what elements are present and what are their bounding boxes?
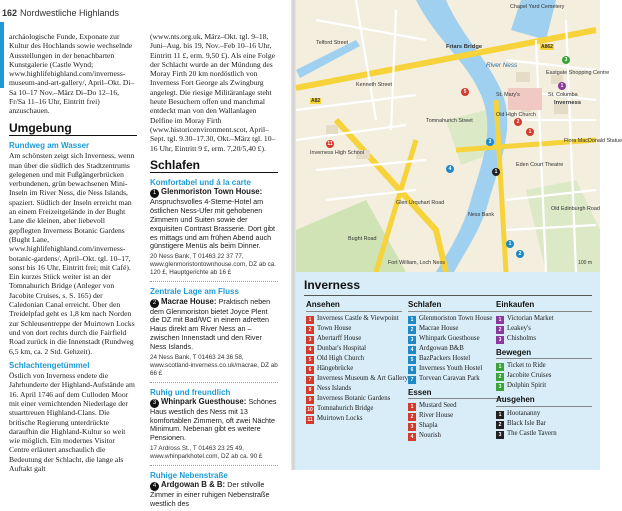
legend-item[interactable] [306, 324, 402, 334]
map-legend [296, 272, 600, 470]
divider [150, 465, 278, 466]
legend-heading-essen: Essen [408, 388, 504, 400]
divider [150, 281, 278, 282]
legend-item[interactable] [496, 314, 592, 324]
hotel-number-badge: 3 [150, 399, 159, 408]
legend-number-badge: 5 [306, 356, 314, 364]
map-label: River Ness [486, 62, 518, 69]
hotel-address: 17 Ardross St., T 01463 23 25 49, www.whinparkhotel.com, DZ ab ca. 90 £ [150, 445, 263, 460]
hotel-number-badge: 1 [150, 189, 159, 198]
hotel-heading: Ruhig und freundlich [150, 387, 231, 397]
legend-item-label: Nourish [419, 432, 441, 440]
legend-item-label: Town House [317, 324, 352, 332]
legend-number-badge: 2 [496, 421, 504, 429]
section-heading-schlafen: Schlafen [150, 161, 278, 173]
map-label: Old Edinburgh Road [551, 206, 600, 212]
map-marker-ansehen[interactable]: 2 [514, 118, 522, 126]
running-head [0, 8, 290, 22]
hotel-heading: Zentrale Lage am Fluss [150, 287, 239, 297]
map-label: Fort William, Loch Ness [388, 260, 445, 266]
map-label: Eastgate Shopping Centre [546, 70, 610, 76]
legend-item-label: Glenmoriston Town House [419, 314, 493, 322]
legend-heading-schlafen: Schlafen [408, 300, 504, 312]
legend-number-badge: 6 [306, 366, 314, 374]
legend-item[interactable] [408, 334, 504, 344]
hotel-description [150, 481, 278, 509]
map-marker-ansehen[interactable]: 1 [526, 128, 534, 136]
intro-paragraph: archäologische Funde, Exponate zur Kultur des Hochlands sowie wechselnde Ausstellungen in der benachbarten Kunstgalerie (Castle Wynd; www.highlifehighland.com/inverness-museum-and-art-gallery/, April–Okt. Di–Sa 10–17 Nov.–März Di–Do 12–16, Fr/Sa 11–16 Uhr, Eintritt frei) anzuschauen. [9, 32, 135, 116]
map-label: Flora MacDonald Statue [564, 138, 622, 144]
map-label: Chapel Yard Cemetery [510, 4, 565, 10]
legend-item-label: Ticket to Ride [507, 362, 546, 370]
legend-item[interactable] [408, 421, 504, 431]
legend-item[interactable] [496, 381, 592, 391]
legend-item[interactable] [306, 334, 402, 344]
legend-item[interactable] [408, 431, 504, 441]
legend-item[interactable] [408, 374, 504, 384]
hotel-text: Anspruchsvolles 4-Sterne-Hotel am östlichen Ness-Ufer mit gehobenen Zimmern und Suiten sowie der exquisiten Contrast Brasserie. Dort gibt es mittags und am frühen Abend auch günstigere Menüs als beim Dinner. [150, 197, 276, 251]
text-column-2 [150, 32, 278, 511]
map-label: Inverness High School [310, 150, 364, 156]
legend-item-label: Inverness Museum & Art Gallery [317, 374, 408, 382]
legend-item-label: River House [419, 412, 454, 420]
legend-number-badge: 7 [306, 376, 314, 384]
hotel-text: Der stilvolle Zimmer in einer ruhigen Nebenstraße westlich des [150, 480, 270, 509]
hotel-number-badge: 2 [150, 299, 159, 308]
legend-number-badge: 9 [306, 396, 314, 404]
legend-number-badge: 2 [408, 326, 416, 334]
legend-list-bewegen [496, 361, 592, 391]
hotel-list [150, 178, 278, 509]
legend-number-badge: 3 [496, 336, 504, 344]
legend-number-badge: 2 [306, 326, 314, 334]
map-label: Eden Court Theatre [516, 162, 564, 168]
legend-number-badge: 1 [408, 403, 416, 411]
legend-number-badge: 10 [307, 406, 313, 413]
legend-item[interactable] [408, 364, 504, 374]
legend-number-badge: 3 [408, 336, 416, 344]
divider [150, 382, 278, 383]
map-marker-ansehen[interactable]: 11 [327, 141, 333, 147]
legend-item-label: Black Isle Bar [507, 419, 546, 427]
legend-item[interactable] [496, 371, 592, 381]
map-label: Tomnahurich Street [426, 118, 473, 124]
city-map [296, 0, 622, 272]
legend-heading-einkaufen: Einkaufen [496, 300, 592, 312]
hotel-description [150, 298, 278, 352]
legend-item-label: Torvean Caravan Park [419, 374, 480, 382]
legend-item[interactable] [306, 364, 402, 374]
legend-number-badge: 3 [496, 383, 504, 391]
legend-list-schlafen [408, 314, 504, 384]
legend-item-label: Jacobite Cruises [507, 372, 552, 380]
legend-item-label: Chisholms [507, 334, 537, 342]
map-label: Inverness [554, 100, 582, 106]
legend-number-badge: 5 [408, 356, 416, 364]
map-marker-schlafen[interactable]: 4 [446, 165, 454, 173]
legend-number-badge: 4 [408, 433, 416, 441]
legend-list-einkaufen [496, 314, 592, 344]
hotel-description [150, 188, 278, 251]
legend-item[interactable] [408, 411, 504, 421]
legend-item-label: Hängebrücke [317, 364, 354, 372]
map-marker-schlafen[interactable]: 1 [506, 240, 514, 248]
legend-item[interactable] [496, 361, 592, 371]
map-label: St. Mary's [496, 92, 520, 98]
legend-number-badge: 11 [307, 416, 313, 423]
hotel-name: Whinpark Guesthouse: [161, 396, 249, 406]
legend-item-label: Abertarff House [317, 334, 362, 342]
legend-list-essen [408, 401, 504, 441]
legend-number-badge: 7 [408, 376, 416, 384]
legend-item[interactable] [306, 344, 402, 354]
legend-item-label: Tomnahurich Bridge [317, 404, 374, 412]
legend-item-label: Muirtown Locks [317, 414, 363, 422]
legend-title: Inverness [304, 278, 592, 296]
legend-heading-ausgehen: Ausgehen [496, 395, 592, 407]
hotel-name: Ardgowan B & B: [161, 480, 228, 490]
hotel-address: 20 Ness Bank, T 01463 22 37 77, www.glenmoristontownhouse.com, DZ ab ca. 120 £, Hauptgerichte ab 16 £ [150, 253, 276, 277]
legend-number-badge: 3 [496, 431, 504, 439]
legend-item-label: Victorian Market [507, 314, 554, 322]
legend-item[interactable] [408, 314, 504, 324]
legend-number-badge: 2 [496, 373, 504, 381]
hotel-entry [150, 287, 278, 382]
legend-number-badge: 1 [408, 316, 416, 324]
legend-column-1 [306, 300, 408, 424]
legend-number-badge: 2 [408, 413, 416, 421]
map-label: A82 [311, 98, 321, 104]
legend-item-label: Leakey's [507, 324, 531, 332]
map-label: Old High Church [496, 112, 536, 118]
legend-number-badge: 6 [408, 366, 416, 374]
map-label: St. Columba [548, 92, 578, 98]
legend-item-label: The Castle Tavern [507, 429, 557, 437]
hotel-number-badge: 4 [150, 482, 159, 491]
hotel-name: Macrae House: [161, 296, 219, 306]
legend-item[interactable] [408, 401, 504, 411]
legend-item-label: BazPackers Hostel [419, 354, 471, 362]
map-marker-shopping[interactable]: 1 [558, 82, 566, 90]
map-label: Telford Street [316, 40, 349, 46]
hotel-address: 24 Ness Bank, T 01463 24 36 58, www.scotland-inverness.co.uk/macrae, DZ ab 66 £ [150, 353, 278, 377]
hotel-entry [150, 178, 278, 282]
fort-george-paragraph: (www.nts.org.uk, März–Okt. tgl. 9–18, Juni–Aug. bis 19, Nov.–Feb 10–16 Uhr, Eintritt 11 £, erm. 9,50 £). Als eine Folge der Schlacht wurde an der Mündung des Moray Firth 20 km nordöstlich von Inverness Fort George als Zwingburg angelegt. Die riesige Militäranlage steht heute Besuchern offen und manchmal entdeckt man von den Wallanlagen Delfine im Moray Firth (www.historicenvironment.scot, April–Sept. tgl. 9.30–17.30, Okt.–März tgl. 10–16 Uhr, Eintritt 9 £, erm. 7,20/5,40 £). [150, 32, 276, 153]
hotel-heading: Ruhige Nebenstraße [150, 471, 228, 480]
legend-item-label: Ness Islands [317, 384, 352, 392]
legend-number-badge: 4 [408, 346, 416, 354]
hotel-heading: Komfortabel und á la carte [150, 178, 251, 188]
legend-item-label: Ardgowan B&B [419, 344, 464, 352]
legend-item[interactable] [306, 414, 402, 424]
legend-number-badge: 4 [306, 346, 314, 354]
page-number: 162 [2, 8, 18, 18]
legend-item[interactable] [408, 324, 504, 334]
rundweg-paragraph: Am schönsten zeigt sich Inverness, wenn man über die südlich des Stadtzentrums gelegenen und mit Fußgängerbrücken verbundenen, grün bewachsenen Mini-Inseln im River Ness, die Ness Islands, spaziert. Südlich der Inseln erreicht man an einem Freizeitgelände in der Bught Lane die kleinen, aber liebevoll gepflegten Inverness Botanic Gardens (Bught Lane, www.highlifehighland.com/inverness-botanic-gardens/, April–Okt. tgl. 10–17, sonst bis 16 Uhr, Eintritt frei; mit Café). Ein kurzes Stück weiter ist an der Tomnahurich Bridge (Anleger von Jacobite Cruises, s. S. 165) der Caledonian Canal erreicht. Über den Treidelpfad geht es 1,8 km nach Norden zur Schleusentreppe der Muirtown Locks und von dort rechts durch die Fairfield Road zurück in die Innenstadt (Rundweg 6,5 km, ca. 2 Std. Gehzeit). [9, 151, 135, 356]
map-label: A862 [541, 44, 553, 50]
legend-item[interactable] [496, 419, 592, 429]
legend-number-badge: 3 [306, 336, 314, 344]
legend-item[interactable] [306, 354, 402, 364]
legend-item-label: Hootananny [507, 409, 541, 417]
hotel-entry [150, 471, 278, 509]
legend-heading-ansehen: Ansehen [306, 300, 402, 312]
map-marker-ausgehen[interactable]: 1 [492, 168, 500, 176]
hotel-text: Schönes Haus westlich des Ness mit 13 komfortablen Zimmern, oft zwei Nächte Minimum. Nebenan gibt es weitere Pensionen. [150, 396, 277, 443]
legend-list-ausgehen [496, 409, 592, 439]
map-marker-schlafen[interactable]: 3 [486, 138, 494, 146]
legend-item[interactable] [496, 334, 592, 344]
legend-item-label: Mustard Seed [419, 402, 457, 410]
subheading-rundweg: Rundweg am Wasser [9, 140, 90, 150]
legend-item-label: Dolphin Spirit [507, 382, 547, 390]
map-scale: 100 m [578, 260, 592, 266]
legend-item-label: Inverness Castle & Viewpoint [317, 314, 399, 322]
chapter-title: Nordwestliche Highlands [20, 8, 120, 18]
hotel-entry [150, 388, 278, 466]
schlacht-paragraph: Östlich von Inverness endete die Jahrhunderte der Highland-Aufstände am 16. April 1746 auf dem Culloden Moor mit einer vernichtenden Niederlage der stuarttreuen Highland-Clans. Die britische Regierung unterdrückte daraufhin die Highland-Kultur so weit wie möglich. Ein modernes Visitor Centre erläutert anschaulich die Bedeutung der Schlacht, die lange als Auftakt galt [9, 371, 135, 474]
legend-list-ansehen [306, 314, 408, 424]
legend-number-badge: 1 [496, 411, 504, 419]
map-label: Bught Road [348, 236, 377, 242]
legend-number-badge: 2 [496, 326, 504, 334]
legend-item[interactable] [496, 429, 592, 439]
legend-item[interactable] [408, 354, 504, 364]
hotel-name: Glenmoriston Town House: [161, 187, 263, 197]
legend-item-label: Inverness Botanic Gardens [317, 394, 391, 402]
legend-column-2 [408, 300, 504, 441]
legend-item-label: Inverness Youth Hostel [419, 364, 483, 372]
legend-item-label: Whinpark Guesthouse [419, 334, 480, 342]
legend-number-badge: 3 [408, 423, 416, 431]
map-label: Kenneth Street [356, 82, 392, 88]
legend-column-3 [496, 300, 592, 439]
map-marker-bewegen[interactable]: 3 [562, 56, 570, 64]
legend-item[interactable] [306, 314, 402, 324]
section-heading-umgebung: Umgebung [9, 124, 137, 136]
legend-number-badge: 8 [306, 386, 314, 394]
legend-item[interactable] [306, 404, 402, 414]
legend-item[interactable] [306, 374, 408, 384]
map-marker-ansehen[interactable]: 5 [461, 88, 469, 96]
legend-item[interactable] [496, 324, 592, 334]
legend-item[interactable] [408, 344, 504, 354]
legend-item[interactable] [496, 409, 592, 419]
legend-item[interactable] [306, 394, 402, 404]
legend-item-label: Old High Church [317, 354, 365, 362]
left-page [0, 0, 294, 509]
legend-number-badge: 1 [306, 316, 314, 324]
legend-item-label: Dunbar's Hospital [317, 344, 366, 352]
map-marker-schlafen[interactable]: 2 [516, 250, 524, 258]
legend-number-badge: 1 [496, 316, 504, 324]
legend-item[interactable] [306, 384, 402, 394]
margin-accent-bar [0, 22, 4, 88]
legend-number-badge: 1 [496, 363, 504, 371]
legend-heading-bewegen: Bewegen [496, 348, 592, 360]
map-label: Friars Bridge [446, 44, 483, 50]
legend-item-label: Shapla [419, 422, 438, 430]
hotel-description [150, 398, 278, 443]
text-column-1 [9, 32, 137, 475]
subheading-schlachtengetuemmel: Schlachtengetümmel [9, 360, 90, 370]
hotel-text: Praktisch neben dem Glenmoriston bietet Joyce Plent die DZ mit Bad/WC in einem adretten Haus direkt am River Ness an – zwischen Innenstadt und den River Ness Islands. [150, 296, 271, 351]
map-label: Ness Bank [468, 212, 495, 218]
map-label: Glen Urquhart Road [396, 200, 445, 206]
legend-item-label: Macrae House [419, 324, 459, 332]
